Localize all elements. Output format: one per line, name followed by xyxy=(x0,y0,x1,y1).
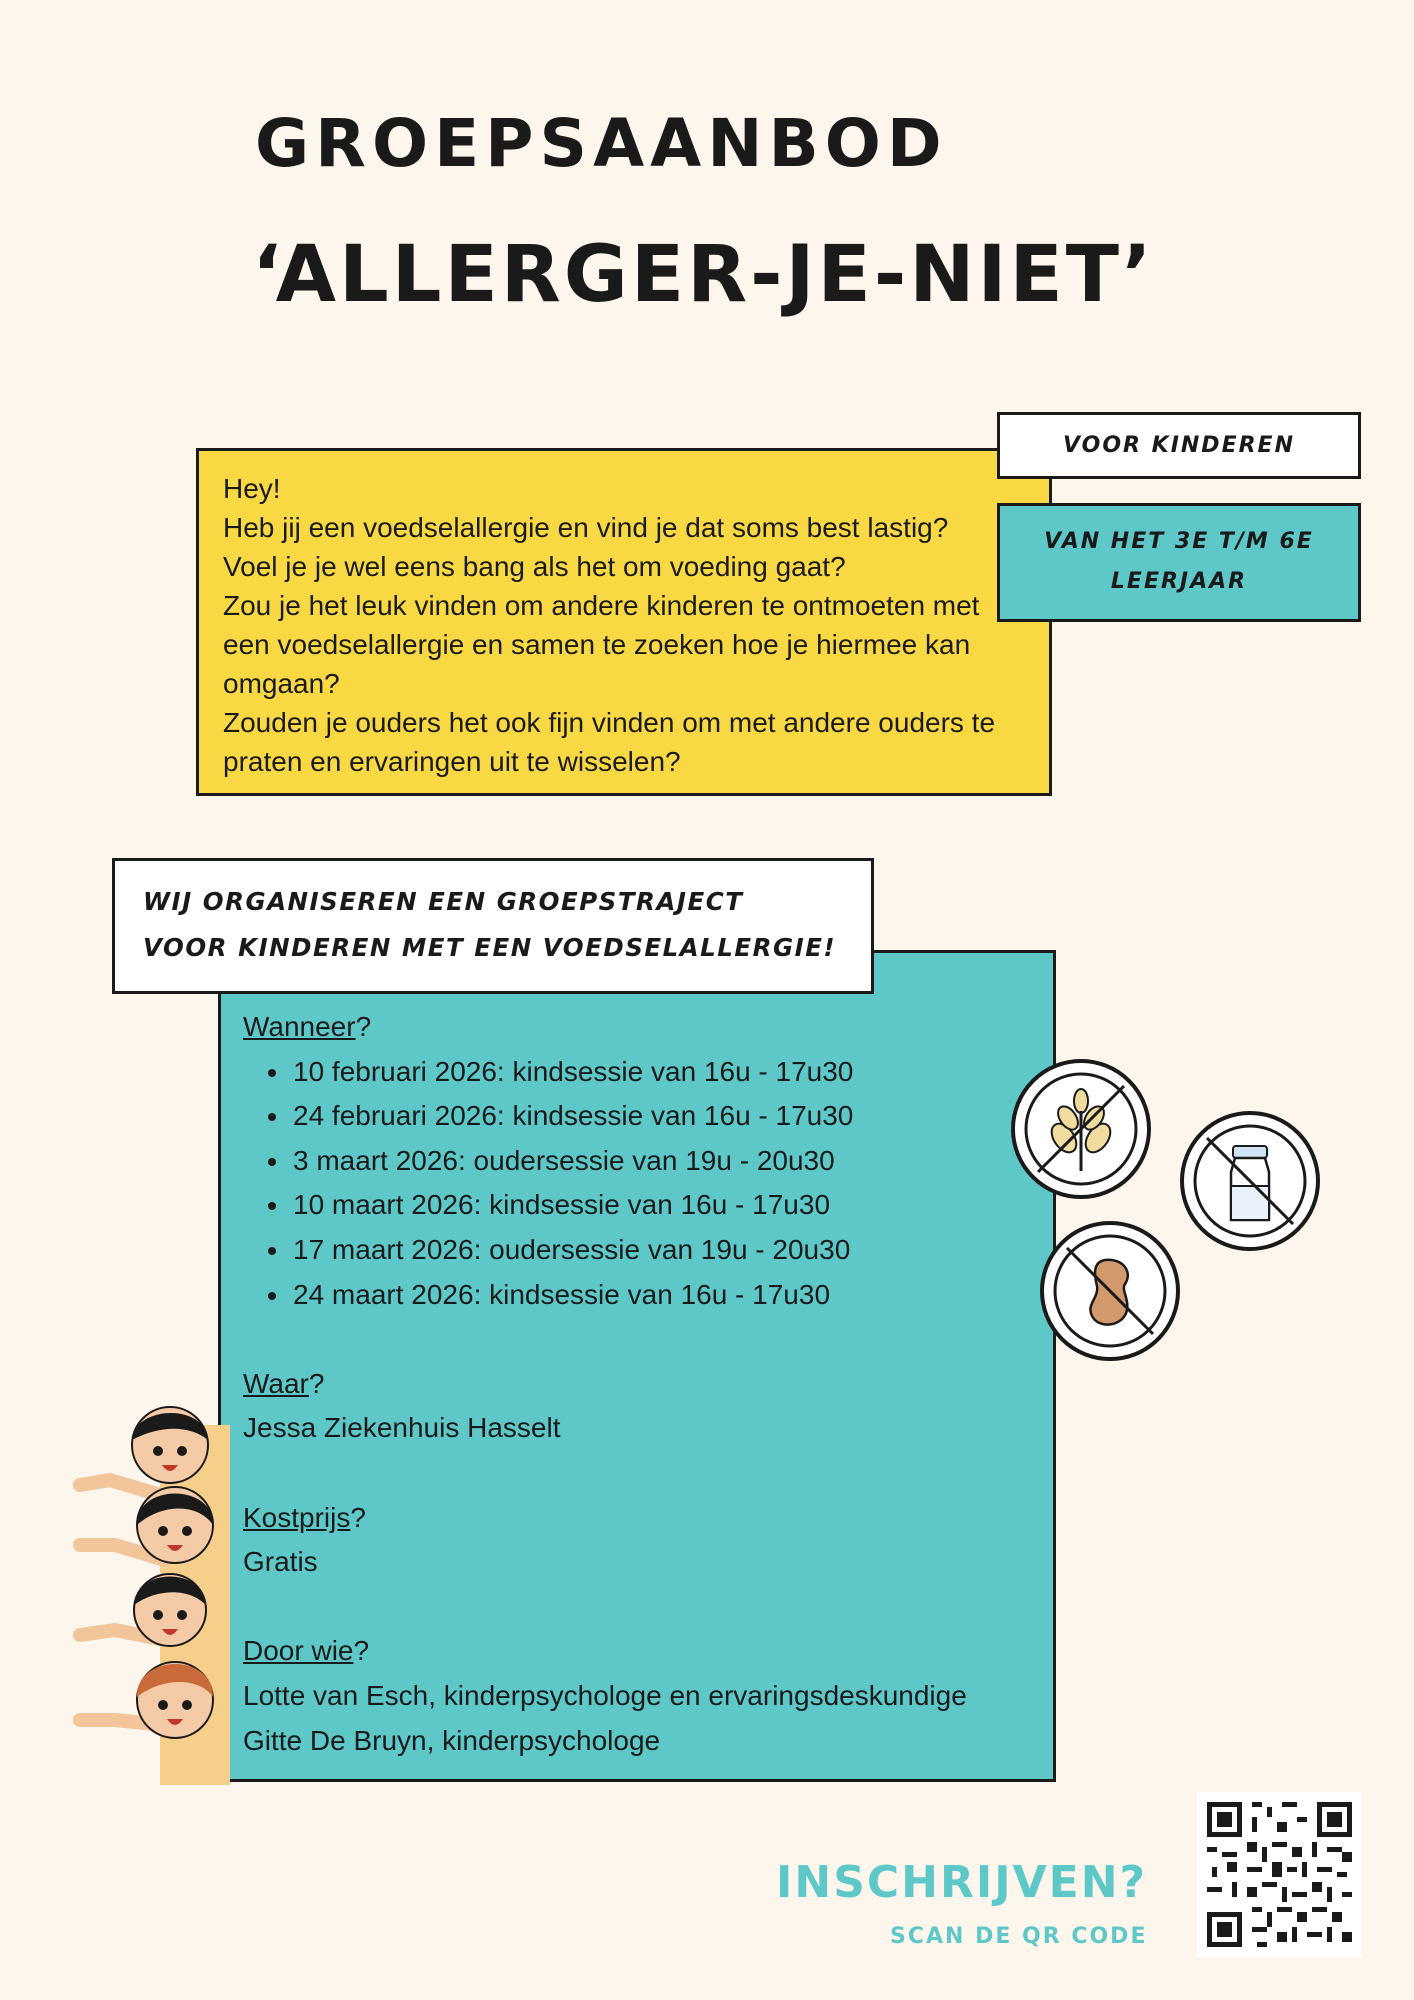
who-heading xyxy=(243,1629,1053,1674)
cost-label: Kostprijs xyxy=(243,1501,351,1533)
who-value: Gitte De Bruyn, kinderpsychologe xyxy=(243,1724,661,1756)
list-item: • 24 maart 2026: kindsessie van 16u - 17u30 xyxy=(291,1273,1053,1318)
intro-line: Voel je je wel eens bang als het om voeding gaat? xyxy=(223,551,846,582)
intro-line: Heb jij een voedselallergie en vind je dat soms best lastig? xyxy=(223,512,949,543)
audience-tag: VOOR KINDEREN xyxy=(997,412,1361,479)
cost-heading xyxy=(243,1496,1053,1541)
no-gluten-icon xyxy=(1008,1056,1154,1202)
list-item: • 3 maart 2026: oudersessie van 19u - 20u30 xyxy=(291,1139,1053,1184)
intro-line: Zou je het leuk vinden om andere kinderen te ontmoeten met een voedselallergie en samen te zoeken hoe je hiermee kan omgaan? xyxy=(223,590,980,699)
list-item: • 10 februari 2026: kindsessie van 16u - 17u30 xyxy=(291,1050,1053,1095)
list-item: • 24 februari 2026: kindsessie van 16u - 17u30 xyxy=(291,1094,1053,1139)
cta-headline: INSCHRIJVEN? xyxy=(776,1857,1148,1908)
intro-line: Hey! xyxy=(223,473,281,504)
intro-box xyxy=(196,448,1052,796)
page-title-line2: ‘ALLERGER-JE-NIET’ xyxy=(252,230,1155,320)
who-label: Door wie xyxy=(243,1635,354,1667)
question-mark: ? xyxy=(350,1501,366,1533)
where-label: Waar xyxy=(243,1367,309,1399)
banner-line1: WIJ ORGANISEREN EEN GROEPSTRAJECT xyxy=(143,887,744,916)
details-box xyxy=(218,950,1056,1782)
qr-code[interactable] xyxy=(1197,1792,1362,1957)
list-item: • 17 maart 2026: oudersessie van 19u - 20u30 xyxy=(291,1228,1053,1273)
no-peanut-icon xyxy=(1037,1218,1183,1364)
program-banner xyxy=(112,858,874,994)
cost-value: Gratis xyxy=(243,1546,318,1578)
when-heading xyxy=(243,1005,1053,1050)
who-value: Lotte van Esch, kinderpsychologe en ervaringsdeskundige xyxy=(243,1679,967,1711)
question-mark: ? xyxy=(355,1011,372,1042)
question-mark: ? xyxy=(353,1635,370,1667)
intro-line: Zouden je ouders het ook fijn vinden om met andere ouders te praten en ervaringen uit te wisselen? xyxy=(223,707,996,777)
where-value: Jessa Ziekenhuis Hasselt xyxy=(243,1412,561,1444)
children-illustration xyxy=(70,1385,230,1785)
cta-subline: SCAN DE QR CODE xyxy=(890,1924,1148,1949)
question-mark: ? xyxy=(308,1367,325,1399)
session-list xyxy=(243,1050,1053,1318)
list-item: • 10 maart 2026: kindsessie van 16u - 17u30 xyxy=(291,1183,1053,1228)
banner-line2: VOOR KINDEREN MET EEN VOEDSELALLERGIE! xyxy=(143,933,837,962)
page-title-line1: GROEPSAANBOD xyxy=(255,105,948,182)
grade-tag: VAN HET 3E T/M 6E LEERJAAR xyxy=(997,503,1361,622)
when-label: Wanneer xyxy=(243,1011,356,1042)
where-heading xyxy=(243,1362,1053,1407)
no-milk-icon xyxy=(1177,1108,1323,1254)
